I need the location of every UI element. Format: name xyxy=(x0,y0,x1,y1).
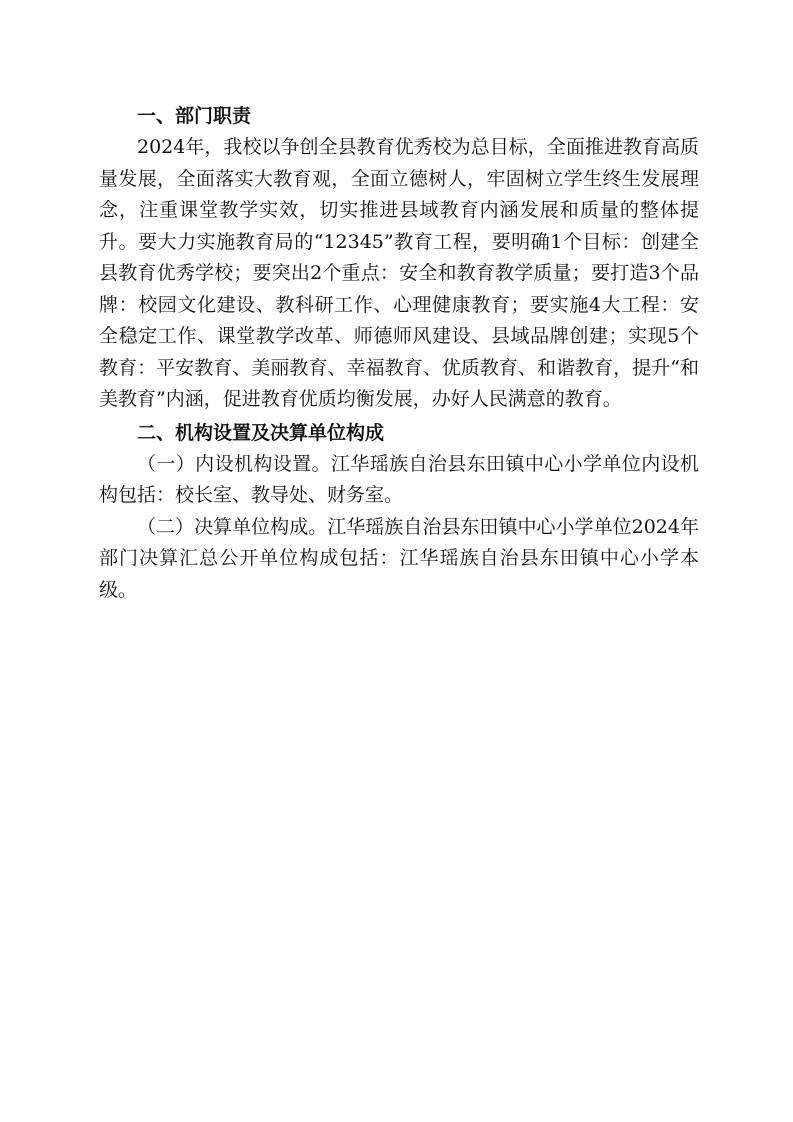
internal-structure-paragraph: （一）内设机构设置。江华瑶族自治县东田镇中心小学单位内设机构包括：校长室、教导处、财务室。 xyxy=(99,452,699,506)
document-page xyxy=(99,100,699,606)
duties-paragraph: 2024年，我校以争创全县教育优秀校为总目标，全面推进教育高质量发展，全面落实大教育观，全面立德树人，牢固树立学生终生发展理念，注重课堂教学实效，切实推进县域教育内涵发展和质量的整体提升。要大力实施教育局的“12345”教育工程，要明确1个目标：创建全县教育优秀学校；要突出2个重点：安全和教育教学质量；要打造3个品牌：校园文化建设、教科研工作、心理健康教育；要实施4大工程：安全稳定工作、课堂教学改革、师德师风建设、县域品牌创建；实现5个教育：平安教育、美丽教育、幸福教育、优质教育、和谐教育，提升“和美教育”内涵，促进教育优质均衡发展，办好人民满意的教育。 xyxy=(99,136,699,410)
section-heading-duties: 一、部门职责 xyxy=(137,105,252,127)
accounting-unit-paragraph: （二）决算单位构成。江华瑶族自治县东田镇中心小学单位2024年部门决算汇总公开单位构成包括：江华瑶族自治县东田镇中心小学本级。 xyxy=(99,515,699,601)
section-heading-structure: 二、机构设置及决算单位构成 xyxy=(137,421,385,444)
